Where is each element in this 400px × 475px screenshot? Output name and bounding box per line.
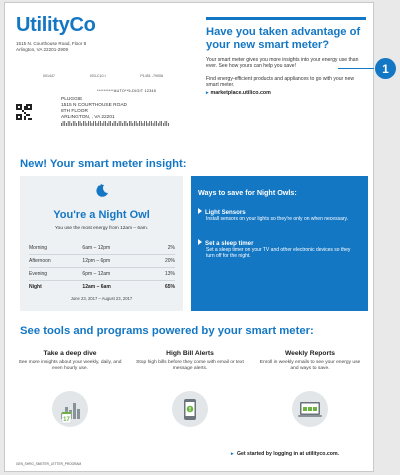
autodigit-line: **********AUTO**5-DIGIT 12345 — [97, 89, 157, 93]
qr-code-icon — [16, 104, 32, 120]
moon-stars-icon — [94, 182, 110, 198]
owl-subtitle: You use the most energy from 12am – 6am. — [54, 226, 149, 231]
ways-title: Ways to save for Night Owls: — [198, 188, 297, 197]
company-logo: UtilityCo — [16, 14, 96, 36]
mailing-codes: 001447 003-C10-I P1451 -79008 — [43, 74, 163, 78]
tip-sleep-timer: Set a sleep timer Set a sleep timer on your TV and other electronic devices so they turn off for the night. — [198, 239, 358, 259]
svg-text:✦: ✦ — [100, 182, 103, 187]
calendar-day-number: 17 — [63, 417, 70, 423]
date-range: June 23, 2017 – August 23, 2017 — [70, 296, 133, 301]
tool-high-bill-alerts[interactable]: High Bill Alerts Stop high bills before they come with email or text message alerts. — [136, 350, 244, 371]
phone-alert-icon — [172, 391, 208, 427]
company-address: 1515 N. Courthouse Road, Floor 8 Arlington, VA 22201-2909 — [16, 41, 87, 52]
triangle-bullet-icon — [198, 239, 202, 245]
night-owl-panel — [20, 176, 183, 311]
recipient-address: PLUGGIE 1515 N COURTHOUSE ROAD 8TH FLOOR ARLINGTON, , VA 22201 — [61, 97, 128, 120]
login-link[interactable]: ▸ Get started by logging in at utilityco.com. — [231, 451, 339, 457]
arrow-right-icon: ▸ — [231, 451, 234, 457]
promo-heading: Have you taken advantage of your new smart meter? — [206, 26, 361, 51]
triangle-bullet-icon — [198, 208, 202, 214]
tip-light-sensors: Light Sensors Install sensors on your lights so they're only on when necessary. — [198, 208, 358, 222]
table-row: Afternoon 12pm – 6pm 20% — [29, 255, 175, 268]
table-row: Evening 6pm – 12am 13% — [29, 268, 175, 281]
ways-to-save-panel — [191, 176, 368, 311]
svg-text:✦: ✦ — [97, 184, 101, 189]
bar-chart-icon — [52, 391, 88, 427]
tool-deep-dive[interactable]: Take a deep dive See more insights about your weekly, daily, and even hourly use. — [18, 350, 122, 371]
promo-text-2: Find energy-efficient products and appliances to go with your new smart meter. — [206, 75, 354, 88]
table-row: Night 12am – 6am 65% — [29, 284, 175, 290]
tools-section-title: See tools and programs powered by your smart meter: — [20, 325, 314, 337]
owl-title: You're a Night Owl — [53, 209, 150, 221]
document-code: GEN_SHRG_SMETER_LETTER_PROGRAM — [16, 462, 82, 466]
callout-connector — [338, 68, 374, 69]
laptop-report-icon — [292, 391, 328, 427]
arrow-right-icon: ▸ — [206, 90, 209, 97]
promo-panel — [206, 17, 366, 96]
tool-weekly-reports[interactable]: Weekly Reports Enroll in weekly emails to see your energy use and ways to save. — [259, 350, 361, 371]
insight-section-title: New! Your smart meter insight: — [20, 158, 187, 170]
postal-barcode-icon — [61, 121, 171, 126]
table-row: Morning 6am – 12pm 2% — [29, 242, 175, 255]
usage-table — [29, 242, 175, 293]
promo-text: Your smart meter gives you more insights into your energy use than ever. See how yours can help you save! — [206, 57, 359, 70]
marketplace-link[interactable]: ▸ marketplace.utilico.com — [206, 90, 271, 97]
letter-page — [4, 2, 374, 472]
callout-marker: 1 — [375, 58, 396, 79]
